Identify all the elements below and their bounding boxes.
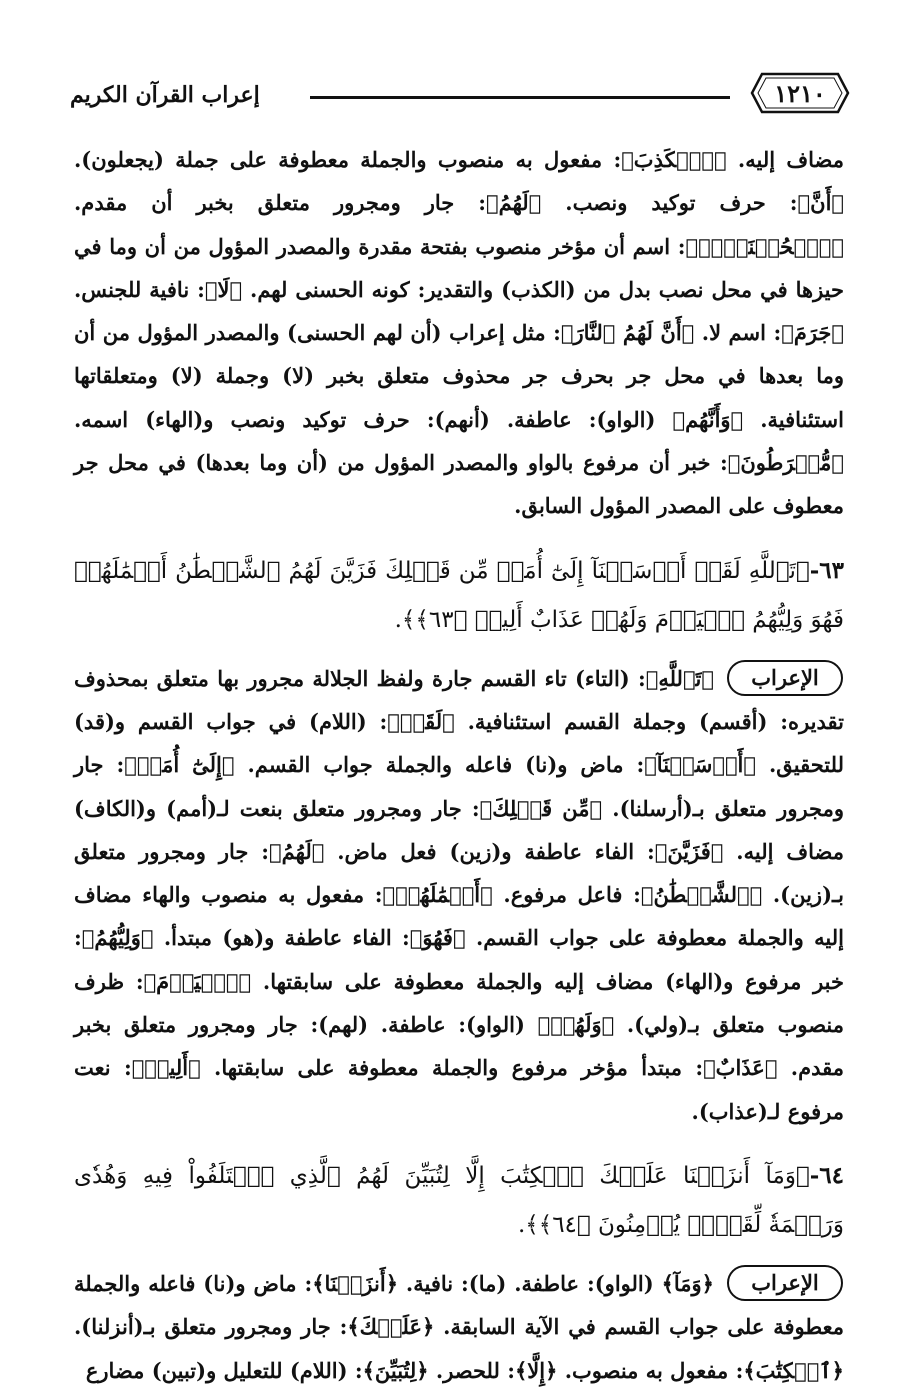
irab-paragraph: ﴿تَٱللَّهِ﴾: (التاء) تاء القسم جارة ولفظ الجلالة مجرور بها متعلق بمحذوف تقديره: (أقسم) وجملة القسم استئنافية. ﴿لَقَدۡ﴾: (اللام) في جواب القسم و(قد) للتحقيق. ﴿أَرۡسَلۡنَآ﴾: ماض و(نا) فاعله والجملة جواب القسم. ﴿إِلَىٰٓ أُمَمٖ﴾: جار ومجرور متعلق بـ(أرسلنا). ﴿مِّن قَبۡلِكَ﴾: جار ومجرور متعلق بنعت لـ(أمم) و(الكاف) مضاف إليه. ﴿فَزَيَّنَ﴾: الفاء عاطفة و(زين) فعل ماض. ﴿لَهُمُ﴾: جار ومجرور متعلق بـ(زين). ﴿ٱلشَّيۡطَٰنُ﴾: فاعل مرفوع. ﴿أَعۡمَٰلَهُمۡ﴾: مفعول به منصوب والهاء مضاف إليه والجملة معطوفة على جواب القسم. ﴿فَهُوَ﴾: الفاء عاطفة و(هو) مبتدأ. ﴿وَلِيُّهُمُ﴾: خبر مرفوع و(الهاء) مضاف إليه والجملة معطوفة على سابقتها. ﴿ٱلۡيَوۡمَ﴾: ظرف منصوب متعلق بـ(ولي). ﴿وَلَهُمۡ﴾ (الواو): عاطفة. (لهم): جار ومجرور متعلق بخبر مقدم. ﴿عَذَابٌ﴾: مبتدأ مؤخر مرفوع والجملة معطوفة على سابقتها. ﴿أَلِيمٞ﴾: نعت مرفوع لـ(عذاب). bbox=[74, 665, 844, 1124]
irab-paragraph: ﴿وَمَآ﴾ (الواو): عاطفة. (ما): نافية. ﴿أَنزَلۡنَا﴾: ماض و(نا) فاعله والجملة معطوفة على جواب القسم في الآية السابقة. ﴿عَلَيۡكَ﴾: جار ومجرور متعلق بـ(أنزلنا). ﴿ٱلۡكِتَٰبَ﴾: مفعول به منصوب. ﴿إِلَّا﴾: للحصر. ﴿لِتُبَيِّنَ﴾: (اللام) للتعليل و(تبين) مضارع bbox=[74, 1270, 844, 1383]
verse-63 bbox=[74, 546, 844, 645]
verse-text: ﴿تَٱللَّهِ لَقَدۡ أَرۡسَلۡنَآ إِلَىٰٓ أُمَمٖ مِّن قَبۡلِكَ فَزَيَّنَ لَهُمُ ٱلشَّيۡطَٰنُ أَعۡمَٰلَهُمۡ فَهُوَ وَلِيُّهُمُ ٱلۡيَوۡمَ وَلَهُمۡ عَذَابٌ أَلِيمٞ ﴿٦٣﴾﴾. bbox=[74, 557, 844, 633]
verse-number: ٦٣- bbox=[809, 556, 844, 584]
page-header bbox=[70, 62, 850, 126]
verse-text: ﴿وَمَآ أَنزَلۡنَا عَلَيۡكَ ٱلۡكِتَٰبَ إِلَّا لِتُبَيِّنَ لَهُمُ ٱلَّذِي ٱخۡتَلَفُواْ فِيهِ وَهُدٗى وَرَحۡمَةٗ لِّقَوۡمٖ يُؤۡمِنُونَ ﴿٦٤﴾﴾. bbox=[74, 1162, 844, 1238]
header-rule bbox=[310, 96, 730, 99]
page-content bbox=[74, 138, 844, 1392]
irab-badge-label: الإعراب bbox=[751, 1270, 819, 1296]
irab-section-63 bbox=[74, 657, 844, 1133]
page-number-frame bbox=[750, 70, 850, 116]
page-number: ١٢١٠ bbox=[774, 78, 826, 108]
irab-section-64 bbox=[74, 1262, 844, 1392]
verse-64 bbox=[74, 1151, 844, 1250]
verse-number: ٦٤- bbox=[809, 1161, 844, 1189]
book-title: إعراب القرآن الكريم bbox=[70, 82, 260, 108]
irab-badge-label: الإعراب bbox=[751, 665, 819, 691]
irab-badge bbox=[726, 659, 844, 697]
irab-badge bbox=[726, 1264, 844, 1302]
commentary-paragraph: مضاف إليه. ﴿ٱلۡكَذِبَ﴾: مفعول به منصوب والجملة معطوفة على جملة (يجعلون). ﴿أَنَّ﴾: حرف توكيد ونصب. ﴿لَهُمُ﴾: جار ومجرور متعلق بخبر أن مقدم. ﴿ٱلۡحُسۡنَىٰٓۚ﴾: اسم أن مؤخر منصوب بفتحة مقدرة والمصدر المؤول من أن وما في حيزها في محل نصب بدل من (الكذب) والتقدير: كونه الحسنى لهم. ﴿لَا﴾: نافية للجنس. ﴿جَرَمَ﴾: اسم لا. ﴿أَنَّ لَهُمُ ٱلنَّارَ﴾: مثل إعراب (أن لهم الحسنى) والمصدر المؤول من أن وما بعدها في محل جر بحرف جر محذوف متعلق بخبر (لا) وجملة (لا) ومتعلقاتها استئنافية. ﴿وَأَنَّهُم﴾ (الواو): عاطفة. (أنهم): حرف توكيد ونصب و(الهاء) اسمه. ﴿مُّفۡرَطُونَ﴾: خبر أن مرفوع بالواو والمصدر المؤول من (أن وما بعدها) في محل جر معطوف على المصدر المؤول السابق. bbox=[74, 147, 844, 519]
